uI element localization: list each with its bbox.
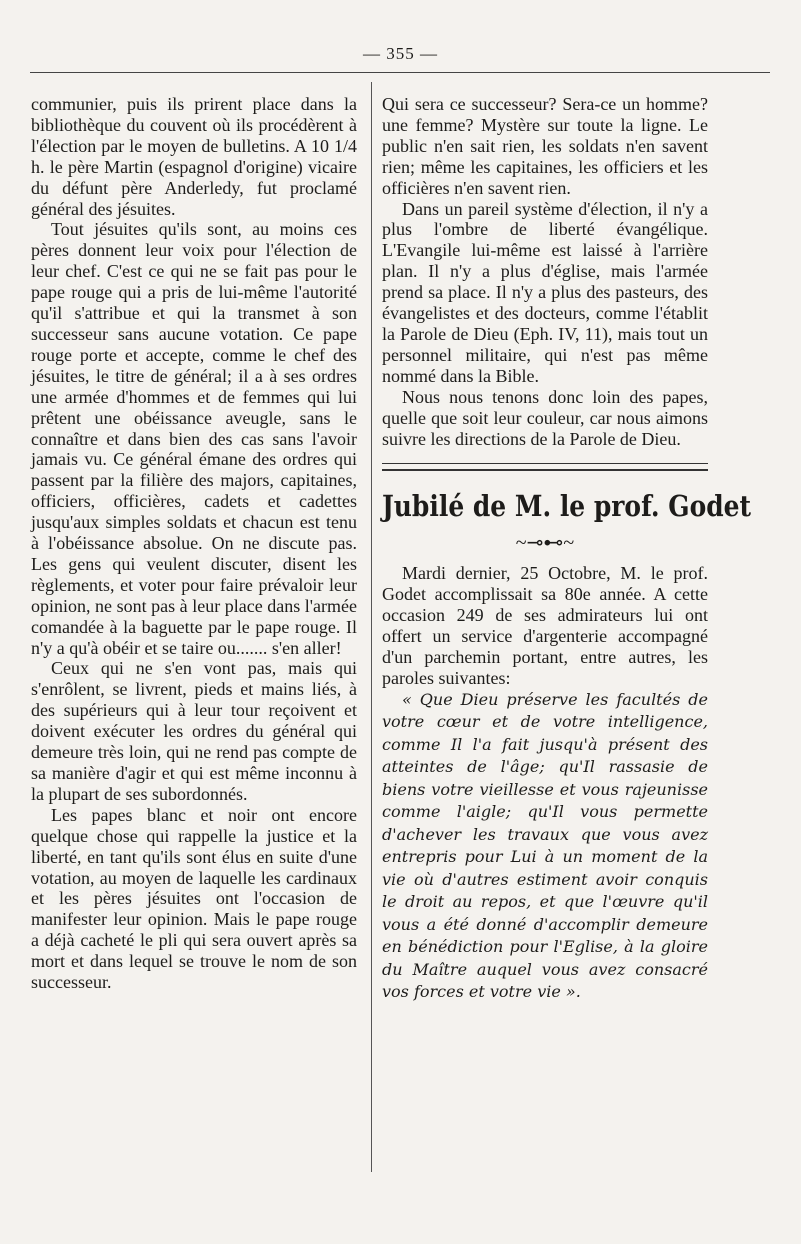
paragraph: Nous nous tenons donc loin des papes, quelle que soit leur couleur, car nous aimons suivre les directions de la Parole de Dieu. [382, 386, 708, 449]
paragraph: communier, puis ils prirent place dans la bibliothèque du couvent où ils procédèrent à l'élection par le moyen de bulletins. A 10 1/4 h. le père Martin (espagnol d'origine) vicaire du défunt père Anderledy, fut proclamé général des jésuites. [31, 94, 357, 219]
page-number: — 355 — [363, 44, 438, 63]
paragraph: Tout jésuites qu'ils sont, au moins ces pères donnent leur voix pour l'élection de leur chef. C'est ce qui ne se fait pas pour le pape rouge qui a pris de lui-même l'autorité qu'il s'attribue et qui la transmet à son successeur sans aucune votation. Ce pape rouge porte et accepte, comme le chef des jésuites, le titre de général; il a à ses ordres une armée d'hommes et de femmes qui lui prêtent une obéissance aveugle, sans le connaître et dans bien des cas sans l'avoir jamais vu. Ce général émane des ordres qui passent par la filière des majors, capitaines, officiers, officières, cadets et cadettes jusqu'aux simples soldats et chacun est tenu à l'obéissance absolue. On ne discute pas. Les gens qui veulent discuter, disent les règlements, et voter pour faire prévaloir leur opinion, ne sont pas à leur place dans l'armée comandée à la baguette par le pape rouge. Il n'y a qu'à obéir et se taire ou....... s'en aller! [31, 219, 357, 658]
header-rule [30, 72, 770, 73]
article-intro: Mardi dernier, 25 Octobre, M. le prof. Godet accomplissait sa 80e année. A cette occasion 249 de ses admirateurs lui ont offert un service d'argenterie accompagné d'un parchemin portant, entre autres, les paroles suivantes: [382, 563, 708, 688]
paragraph: Ceux qui ne s'en vont pas, mais qui s'enrôlent, se livrent, pieds et mains liés, à des supérieurs qui à leur tour reçoivent et doivent exécuter les ordres du général qui demeure très loin, qui ne rend pas compte de sa manière d'agir et qui est même inconnu à la plupart de ses subordonnés. [31, 658, 357, 804]
paragraph: Dans un pareil système d'élection, il n'y a plus l'ombre de liberté évangélique. L'Evangile lui-même est laissé à l'arrière plan. Il n'y a plus d'église, mais l'armée prend sa place. Il n'y a plus des pasteurs, des évangelistes et des docteurs, comme l'établit la Parole de Dieu (Eph. IV, 11), mais tout un personnel militaire, qui n'est pas même nommé dans la Bible. [382, 198, 708, 386]
article-quote: « Que Dieu préserve les facultés de votre cœur et de votre intelligence, comme Il l'a fait jusqu'à présent des atteintes de l'âge; qu'Il rassasie de biens votre vieillesse et vous rajeunisse comme l'aigle; qu'Il vous permette d'achever les travaux que vous avez entrepris pour Lui à un moment de la vie où d'autres estiment avoir conquis le droit au repos, et que l'œuvre qu'il vous a été donné d'accomplir demeure en bénédiction pour l'Eglise, à la gloire du Maître auquel vous avez consacré vos forces et votre vie ». [382, 689, 708, 1002]
article-title: Jubilé de M. le prof. Godet [382, 489, 752, 524]
column-divider [371, 82, 372, 1172]
title-ornament: ~⊸⊷~ [515, 532, 575, 555]
right-column [382, 94, 752, 1004]
paragraph: Qui sera ce successeur? Sera-ce un homme? une femme? Mystère sur toute la ligne. Le public n'en sait rien, les soldats n'en savent rien; même les capitaines, les officiers et les officières n'en savent rien. [382, 94, 708, 198]
paragraph: Les papes blanc et noir ont encore quelque chose qui rappelle la justice et la liberté, en tant qu'ils sont élus en suite d'une votation, au moyen de laquelle les cardinaux et les pères jésuites ont l'occasion de manifester leur opinion. Mais le pape rouge a déjà cacheté le pli qui sera ouvert après sa mort et dans lequel se trouve le nom de son successeur. [31, 804, 357, 993]
left-column [31, 94, 357, 993]
section-divider [382, 463, 708, 471]
